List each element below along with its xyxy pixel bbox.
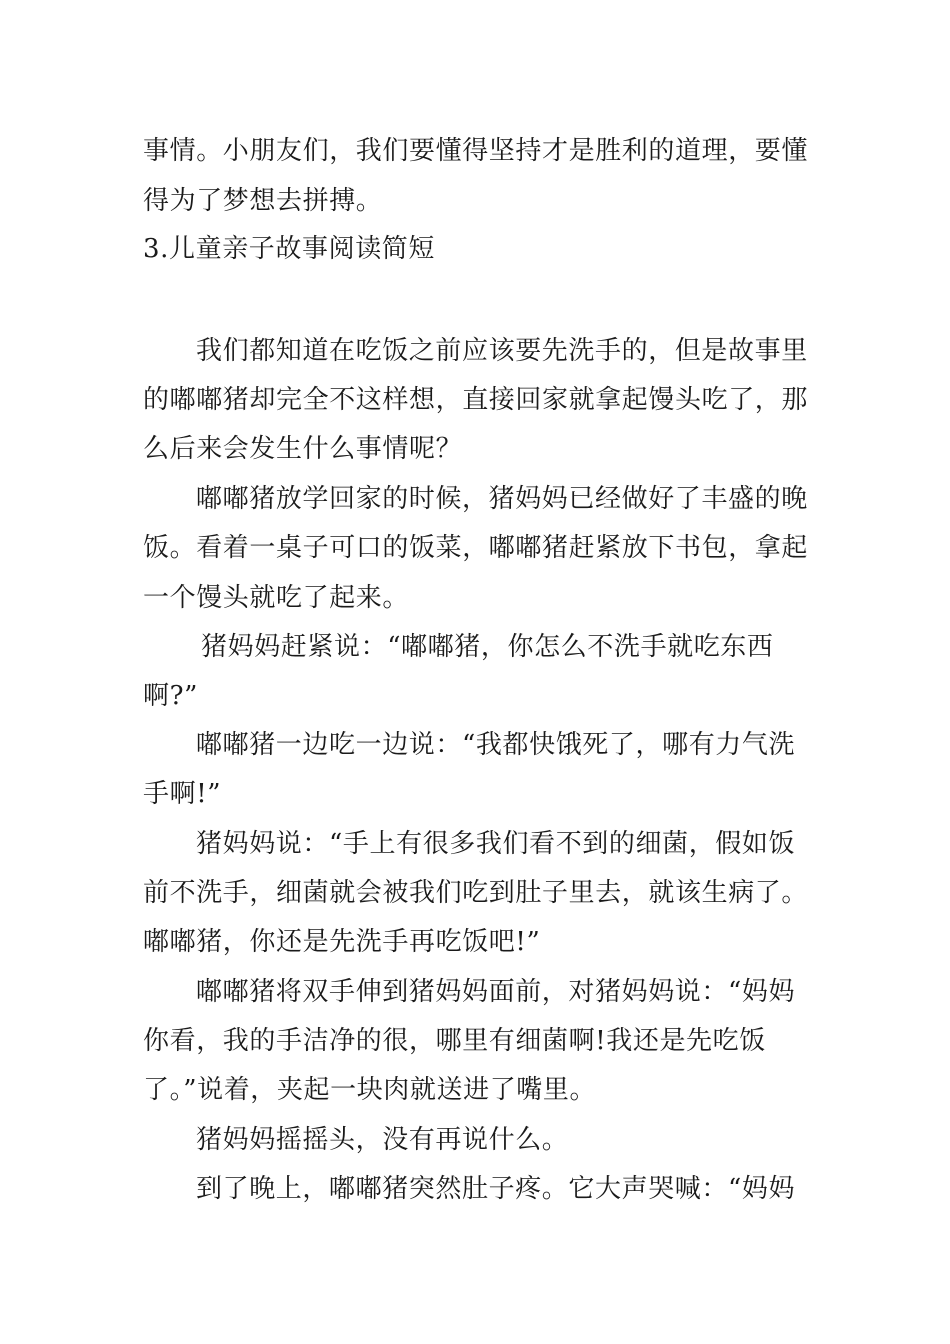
paragraph-line: 了。”说着，夹起一块肉就送进了嘴里。 — [143, 1075, 597, 1105]
paragraph-line: 手啊!” — [143, 779, 222, 809]
paragraph-line: 嘟嘟猪将双手伸到猪妈妈面前，对猪妈妈说：“妈妈 — [196, 977, 796, 1007]
paragraph-line: 啊?” — [143, 681, 199, 711]
paragraph-line: 嘟嘟猪，你还是先洗手再吃饭吧!” — [143, 927, 541, 957]
paragraph-line: 嘟嘟猪放学回家的时候，猪妈妈已经做好了丰盛的晚 — [196, 484, 808, 514]
paragraph-line: 嘟嘟猪一边吃一边说：“我都快饿死了，哪有力气洗 — [196, 730, 796, 760]
continuation-line-1: 事情。小朋友们，我们要懂得坚持才是胜利的道理，要懂 — [143, 136, 809, 166]
paragraph-line: 猪妈妈赶紧说：“嘟嘟猪，你怎么不洗手就吃东西 — [201, 632, 774, 662]
paragraph-line: 猪妈妈摇摇头，没有再说什么。 — [196, 1125, 569, 1155]
paragraph-line: 一个馒头就吃了起来。 — [143, 583, 410, 613]
paragraph-line: 猪妈妈说：“手上有很多我们看不到的细菌，假如饭 — [196, 829, 796, 859]
paragraph-line: 你看，我的手洁净的很，哪里有细菌啊!我还是先吃饭 — [143, 1026, 766, 1056]
paragraph-line: 饭。看着一桌子可口的饭菜，嘟嘟猪赶紧放下书包，拿起 — [143, 533, 809, 563]
paragraph-line: 的嘟嘟猪却完全不这样想，直接回家就拿起馒头吃了，那 — [143, 385, 809, 415]
paragraph-line: 么后来会发生什么事情呢？ — [143, 434, 463, 464]
paragraph-line: 前不洗手，细菌就会被我们吃到肚子里去，就该生病了。 — [143, 878, 809, 908]
section-heading: 3.儿童亲子故事阅读简短 — [143, 234, 436, 264]
continuation-line-2: 得为了梦想去拼搏。 — [143, 186, 383, 216]
paragraph-line: 我们都知道在吃饭之前应该要先洗手的，但是故事里 — [196, 336, 808, 366]
paragraph-line: 到了晚上，嘟嘟猪突然肚子疼。它大声哭喊：“妈妈 — [196, 1174, 796, 1204]
